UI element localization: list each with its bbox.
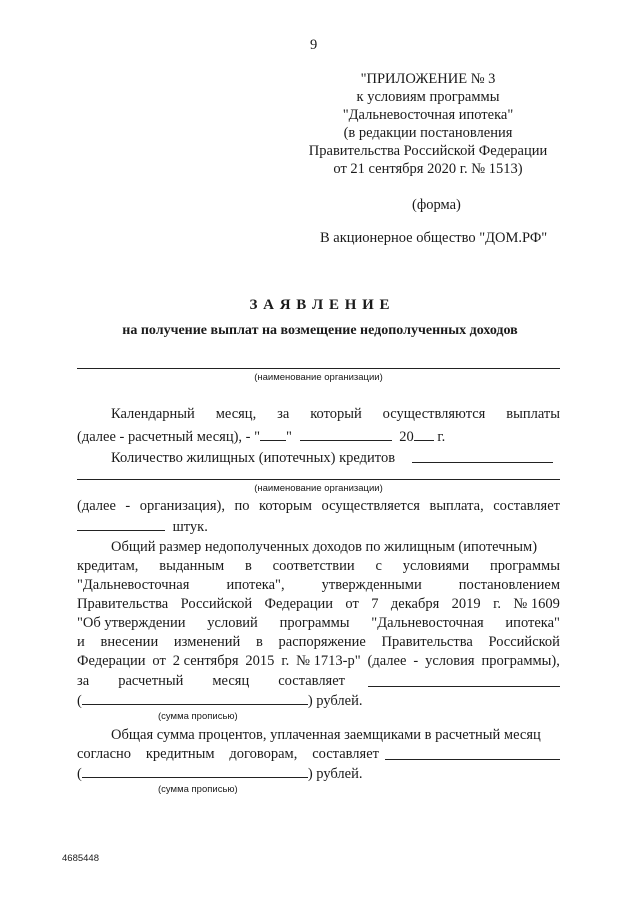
document-code: 4685448 (62, 853, 99, 864)
word: который (310, 406, 362, 422)
word: изменений (173, 634, 241, 650)
text: (далее - расчетный месяц), - " (77, 429, 261, 445)
word: внесении (100, 634, 159, 650)
word: выплата, (429, 498, 484, 514)
unpaid-income-words-field[interactable] (82, 691, 308, 705)
amount-words-caption: (сумма прописью) (158, 784, 238, 795)
credits-count-field[interactable] (412, 462, 553, 463)
day-field[interactable] (260, 427, 286, 441)
appendix-line: "ПРИЛОЖЕНИЕ № 3 (360, 71, 496, 87)
word: расчетный (118, 673, 184, 689)
word: выданным (159, 558, 225, 574)
word: соответствии (272, 558, 355, 574)
word: утвержденными (321, 577, 422, 593)
word: постановлением (458, 577, 560, 593)
text: г. (437, 429, 446, 445)
p4-line3 (77, 764, 363, 783)
word: 2019 (451, 596, 481, 612)
interest-amount-field[interactable] (385, 759, 560, 760)
word: организация), (139, 498, 225, 514)
word: г. (281, 653, 290, 669)
word: согласно (77, 746, 132, 762)
appendix-line: "Дальневосточная ипотека" (342, 107, 514, 123)
word: 7 (371, 596, 379, 612)
word: распоряжение (278, 634, 366, 650)
organization-caption: (наименование организации) (254, 483, 383, 494)
document-subtitle: на получение выплат на возмещение недополученных доходов (122, 323, 518, 338)
word: месяц (212, 673, 250, 689)
text: Количество жилищных (ипотечных) кредитов (111, 450, 396, 466)
word: г. (493, 596, 502, 612)
word: Российской (488, 634, 560, 650)
interest-words-field[interactable] (82, 764, 308, 778)
form-label: (форма) (412, 197, 461, 213)
word: выплаты (506, 406, 560, 422)
p2-line1 (111, 449, 395, 467)
word: договорам, (229, 746, 298, 762)
word: условия (425, 653, 475, 669)
word: ипотека", (226, 577, 285, 593)
text: ( (77, 766, 82, 782)
word: от (152, 653, 166, 669)
p3-line2 (77, 557, 560, 575)
word: "Дальневосточная (371, 615, 484, 631)
organization-caption: (наименование организации) (254, 372, 383, 383)
word: по (234, 498, 250, 514)
word: Российской (180, 596, 253, 612)
organization-name-field[interactable] (77, 368, 560, 369)
word: программы (279, 615, 350, 631)
appendix-line: от 21 сентября 2020 г. № 1513) (333, 161, 523, 177)
word: в (255, 634, 263, 650)
text: ( (77, 693, 82, 709)
word: - (413, 653, 419, 669)
word: "Об утверждении (77, 615, 186, 631)
word: декабря (390, 596, 440, 612)
text: ) рублей. (307, 693, 363, 709)
year-field[interactable] (414, 427, 434, 441)
word: которым (259, 498, 312, 514)
word: за (277, 406, 290, 422)
word: ипотека" (505, 615, 560, 631)
word: - (125, 498, 131, 514)
p3-line8 (77, 672, 345, 690)
word: осуществляется (321, 498, 420, 514)
word: кредитным (145, 746, 215, 762)
word: программы), (481, 653, 560, 669)
word: месяц, (215, 406, 257, 422)
word: Календарный (111, 406, 195, 422)
word: в (244, 558, 252, 574)
word: составляет (312, 746, 379, 762)
page-number: 9 (310, 37, 318, 53)
p3-line7 (77, 652, 560, 670)
p2-line3 (77, 517, 208, 536)
word: за (77, 673, 90, 689)
text: ) рублей. (307, 766, 363, 782)
word: (далее (367, 653, 407, 669)
appendix-block (300, 70, 556, 178)
word: кредитам, (77, 558, 139, 574)
word: 2015 (245, 653, 275, 669)
organization-name-field-2[interactable] (77, 479, 560, 480)
word: условий (207, 615, 258, 631)
word: от (345, 596, 359, 612)
word: № 1609 (513, 596, 560, 612)
p2-line2 (77, 497, 560, 515)
word: с (375, 558, 382, 574)
text: штук. (172, 519, 208, 535)
p1-line1 (111, 405, 560, 423)
p3-line5 (77, 614, 560, 632)
word: "Дальневосточная (77, 577, 190, 593)
credits-total-field[interactable] (77, 517, 165, 531)
amount-words-caption: (сумма прописью) (158, 711, 238, 722)
word: составляет (278, 673, 345, 689)
p3-line1: Общий размер недополученных доходов по жилищным (ипотечным) (111, 539, 538, 555)
p3-line6 (77, 633, 560, 651)
month-field[interactable] (300, 427, 392, 441)
unpaid-income-amount-field[interactable] (368, 686, 560, 687)
word: условиями (402, 558, 470, 574)
text: " (286, 429, 292, 445)
word: № 1713-р" (296, 653, 361, 669)
word: (далее (77, 498, 116, 514)
addressee: В акционерное общество "ДОМ.РФ" (320, 230, 548, 246)
p4-line2 (77, 745, 379, 763)
p4-line1: Общая сумма процентов, уплаченная заемщиками в расчетный месяц (111, 727, 541, 743)
appendix-line: к условиям программы (356, 89, 500, 105)
appendix-line: (в редакции постановления (343, 125, 513, 141)
word: Федерации (77, 653, 146, 669)
word: осуществляются (382, 406, 486, 422)
word: Федерации (264, 596, 334, 612)
p3-line9 (77, 691, 363, 710)
text: 20 (399, 429, 414, 445)
word: программы (489, 558, 560, 574)
p1-line2 (77, 427, 445, 446)
p3-line3 (77, 576, 560, 594)
word: 2 сентября (172, 653, 239, 669)
word: и (77, 634, 85, 650)
word: Правительства (381, 634, 473, 650)
document-title: З А Я В Л Е Н И Е (249, 297, 391, 313)
word: составляет (493, 498, 560, 514)
appendix-line: Правительства Российской Федерации (308, 143, 548, 159)
word: Правительства (77, 596, 169, 612)
p3-line4 (77, 595, 560, 613)
